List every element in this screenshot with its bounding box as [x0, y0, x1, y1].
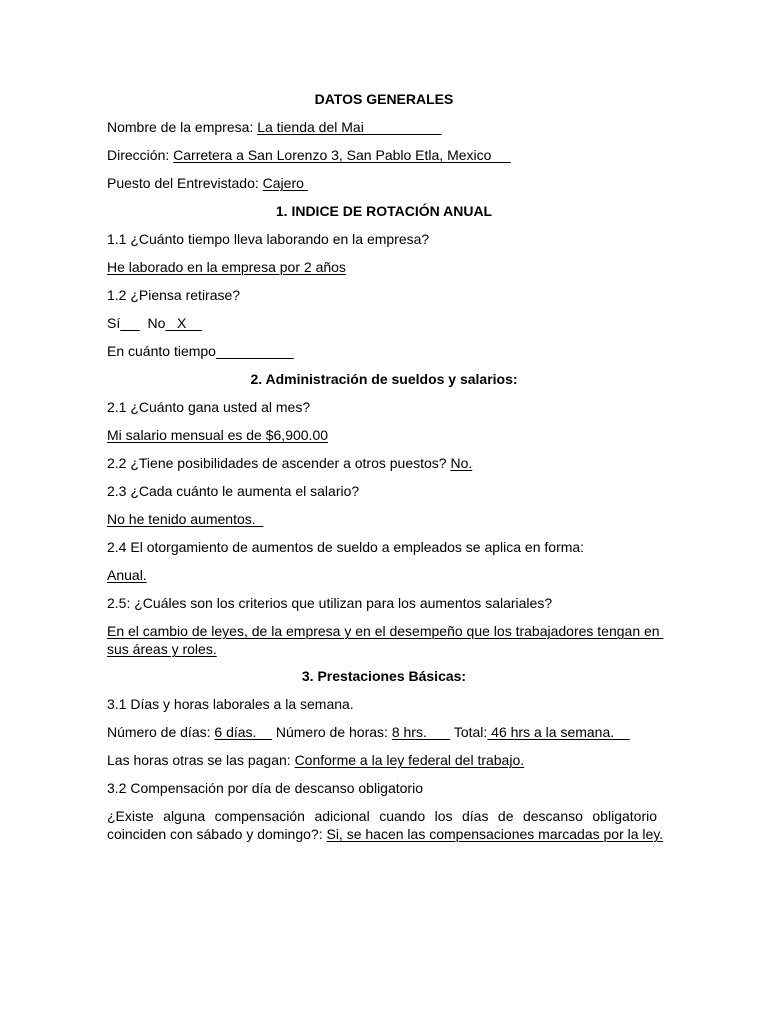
- question-3-2: 3.2 Compensación por día de descanso obligatorio: [107, 780, 423, 796]
- question-2-5: 2.5: ¿Cuáles son los criterios que utilizan para los aumentos salariales?: [107, 595, 553, 611]
- position-label: Puesto del Entrevistado:: [107, 175, 263, 191]
- yes-label: Sí: [107, 315, 121, 331]
- time-label: En cuánto tiempo: [107, 343, 216, 359]
- question-3-2-text-line-1: ¿Existe alguna compensación adicional cuando los días de descanso obligatorio: [107, 808, 657, 824]
- days-value: 6 días.: [214, 724, 272, 740]
- days-hours-line: [107, 724, 630, 741]
- question-2-1: 2.1 ¿Cuánto gana usted al mes?: [107, 399, 311, 415]
- company-name-label: Nombre de la empresa:: [107, 119, 258, 135]
- answer-2-5-line-1: En el cambio de leyes, de la empresa y en el desempeño que los trabajadores tengan en: [107, 623, 664, 639]
- yes-blank: [120, 315, 139, 331]
- question-2-2: 2.2 ¿Tiene posibilidades de ascender a otros puestos?: [107, 455, 451, 471]
- company-name-line: [107, 119, 442, 136]
- question-1-1: 1.1 ¿Cuánto tiempo lleva laborando en la empresa?: [107, 231, 430, 247]
- yes-no-line: [107, 315, 202, 332]
- question-3-1: 3.1 Días y horas laborales a la semana.: [107, 696, 354, 712]
- position-value: Cajero: [262, 175, 308, 191]
- days-label: Número de días:: [107, 724, 215, 740]
- overtime-value: Conforme a la ley federal del trabajo.: [294, 752, 525, 768]
- address-value: Carretera a San Lorenzo 3, San Pablo Etla, Mexico: [173, 147, 511, 163]
- question-2-4: 2.4 El otorgamiento de aumentos de sueldo a empleados se aplica en forma:: [107, 539, 585, 555]
- document-title: DATOS GENERALES: [314, 91, 454, 107]
- time-line: [107, 343, 294, 360]
- address-line: [107, 147, 511, 164]
- hours-value: 8 hrs.: [391, 724, 451, 740]
- overtime-line: [107, 752, 524, 769]
- no-label: No: [139, 315, 166, 331]
- section-2-heading: 2. Administración de sueldos y salarios:: [250, 371, 518, 387]
- question-2-3: 2.3 ¿Cada cuánto le aumenta el salario?: [107, 483, 360, 499]
- answer-2-2: No.: [450, 455, 473, 471]
- time-blank: [216, 343, 294, 359]
- section-3-heading: 3. Prestaciones Básicas:: [301, 668, 467, 684]
- total-label: Total:: [450, 724, 488, 740]
- question-1-2: 1.2 ¿Piensa retirase?: [107, 287, 241, 303]
- no-value: X: [165, 315, 202, 331]
- question-2-2-line: [107, 455, 472, 472]
- total-value: 46 hrs a la semana.: [487, 724, 630, 740]
- company-name-value: La tienda del Mai: [257, 119, 442, 135]
- position-line: [107, 175, 308, 192]
- hours-label: Número de horas:: [271, 724, 392, 740]
- answer-2-1: Mi salario mensual es de $6,900.00: [107, 427, 329, 443]
- answer-2-3: No he tenido aumentos.: [107, 511, 264, 527]
- overtime-label: Las horas otras se las pagan:: [107, 752, 295, 768]
- answer-2-4: Anual.: [107, 567, 147, 583]
- answer-2-5-line-2: sus áreas y roles.: [107, 641, 217, 657]
- answer-1-1: He laborado en la empresa por 2 años: [107, 259, 346, 275]
- question-3-2-text-line-2: [107, 826, 664, 843]
- answer-3-2: Si, se hacen las compensaciones marcadas por la ley.: [326, 826, 664, 842]
- section-1-heading: 1. INDICE DE ROTACIÓN ANUAL: [275, 203, 493, 219]
- address-label: Dirección:: [107, 147, 174, 163]
- question-3-2-text-label: coinciden con sábado y domingo?:: [107, 826, 327, 842]
